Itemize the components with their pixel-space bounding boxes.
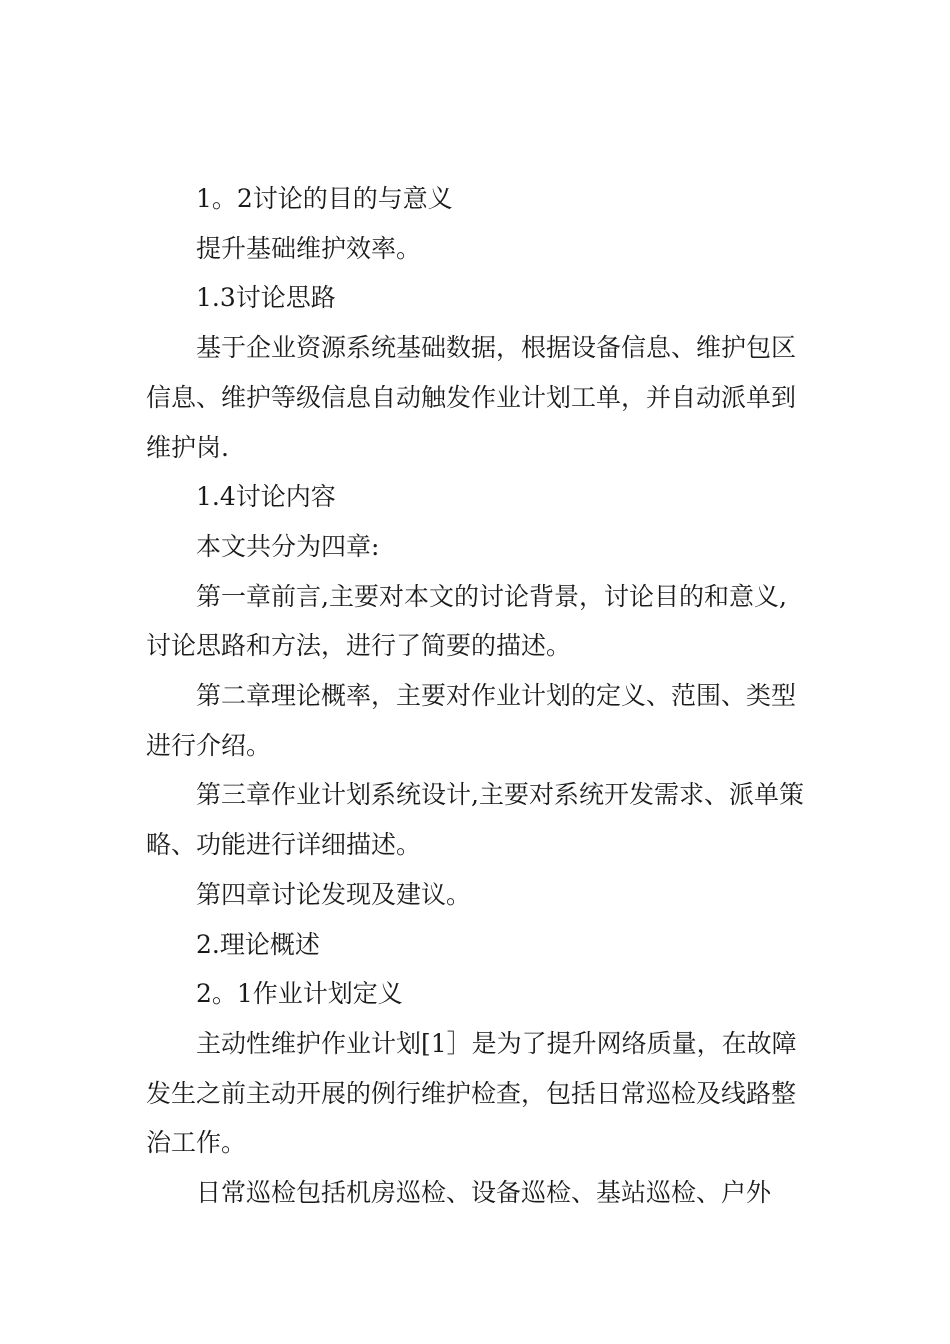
- paragraph: 本文共分为四章:: [196, 531, 380, 561]
- paragraph: 主动性维护作业计划[1］是为了提升网络质量，在故障发生之前主动开展的例行维护检查，包括日常巡检及线路整治工作。: [146, 1028, 797, 1158]
- heading-1-3: 1.3讨论思路: [196, 283, 336, 313]
- heading-1-2: 1。2讨论的目的与意义: [196, 184, 453, 213]
- paragraph: 第一章前言,主要对本文的讨论背景，讨论目的和意义,讨论思路和方法，进行了简要的描述。: [146, 581, 787, 661]
- paragraph: 第三章作业计划系统设计,主要对系统开发需求、派单策略、功能进行详细描述。: [146, 780, 804, 860]
- paragraph: 日常巡检包括机房巡检、设备巡检、基站巡检、户外: [196, 1178, 772, 1208]
- heading-2-1: 2。1作业计划定义: [196, 979, 403, 1009]
- paragraph: 第二章理论概率，主要对作业计划的定义、范围、类型进行介绍。: [146, 681, 797, 760]
- paragraph: 第四章讨论发现及建议。: [196, 879, 472, 909]
- paragraph: 提升基础维护效率。: [196, 233, 422, 263]
- paragraph: 基于企业资源系统基础数据，根据设备信息、维护包区信息、维护等级信息自动触发作业计划工单，并自动派单到维护岗.: [146, 333, 797, 462]
- document-body: [146, 174, 806, 1218]
- heading-1-4: 1.4讨论内容: [196, 482, 336, 512]
- heading-2: 2.理论概述: [196, 929, 320, 959]
